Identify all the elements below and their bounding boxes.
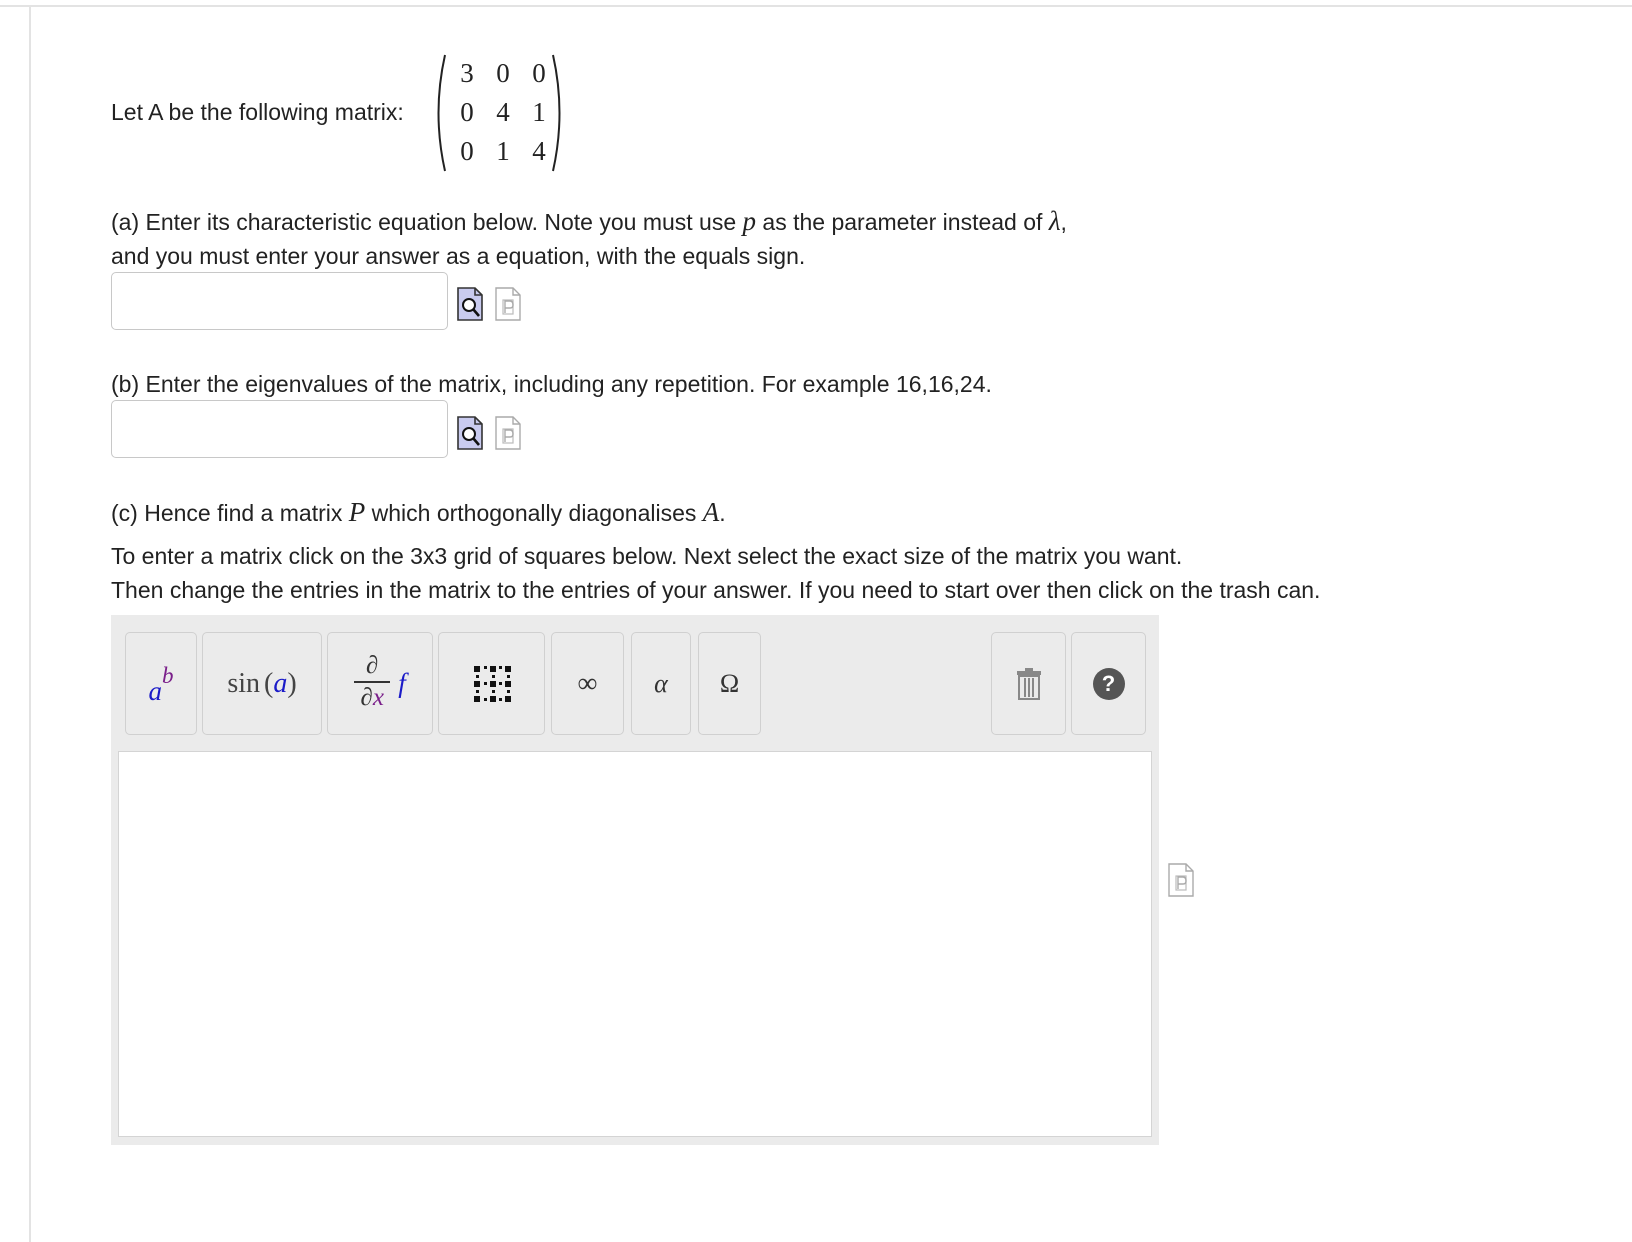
infinity-button[interactable] <box>551 632 624 735</box>
part-c-text-mid: which orthogonally diagonalises <box>365 500 703 526</box>
trig-function-button[interactable] <box>202 632 322 735</box>
sin-paren-close: ) <box>287 667 297 699</box>
sin-label: sin <box>227 667 261 699</box>
matrix-label: Let A be the following matrix: <box>111 99 404 125</box>
exponent-base: a <box>148 676 162 706</box>
answer-format-help-icon[interactable] <box>1167 862 1195 898</box>
matrix-cell: 0 <box>460 136 474 166</box>
matrix-cell: 0 <box>532 58 546 88</box>
matrix-cells <box>449 54 555 171</box>
matrix-cell: 1 <box>532 97 546 127</box>
sin-argument: a <box>273 667 288 699</box>
matrix-cell: 3 <box>460 58 474 88</box>
matrix-instruction-1: To enter a matrix click on the 3x3 grid of squares below. Next select the exact size of the matrix you want. <box>111 543 1183 569</box>
trash-button[interactable] <box>991 632 1066 735</box>
derivative-fraction <box>354 652 390 715</box>
var-p: p <box>742 206 757 236</box>
derivative-denominator: ∂x <box>360 684 384 711</box>
part-a-prompt <box>111 204 1067 273</box>
matrix-instruction-2: Then change the entries in the matrix to the entries of your answer. If you need to start over then click on the trash can. <box>111 577 1321 603</box>
answer-format-help-icon[interactable] <box>494 286 522 322</box>
matrix-grid-icon <box>472 664 512 704</box>
part-c-text: (c) Hence find a matrix <box>111 500 349 526</box>
matrix-cell: 0 <box>460 97 474 127</box>
derivative-button[interactable] <box>327 632 433 735</box>
answer-format-help-icon[interactable] <box>494 415 522 451</box>
trash-icon <box>1015 668 1043 700</box>
help-icon: ? <box>1093 668 1125 700</box>
infinity-symbol: ∞ <box>577 667 598 699</box>
characteristic-equation-input[interactable] <box>111 272 448 330</box>
preview-icon[interactable] <box>456 286 484 322</box>
matrix-cell: 4 <box>496 97 510 127</box>
greek-uppercase-button[interactable] <box>698 632 761 735</box>
matrix-cell: 1 <box>496 136 510 166</box>
var-lambda: λ <box>1048 206 1061 236</box>
omega-symbol: Ω <box>719 668 740 698</box>
matrix-grid-button[interactable] <box>438 632 545 735</box>
var-P: P <box>348 497 366 527</box>
matrix-cell: 0 <box>496 58 510 88</box>
part-a-text-mid: as the parameter instead of <box>756 209 1049 235</box>
fraction-bar <box>354 681 390 683</box>
var-A: A <box>702 497 720 527</box>
sin-paren-open: ( <box>264 667 274 699</box>
right-paren-icon <box>551 52 569 174</box>
preview-icon[interactable] <box>456 415 484 451</box>
help-button[interactable] <box>1071 632 1146 735</box>
top-border <box>0 5 1632 7</box>
part-a-line2: and you must enter your answer as a equation, with the equals sign. <box>111 243 806 269</box>
part-b-prompt: (b) Enter the eigenvalues of the matrix, including any repetition. For example 16,16,24. <box>111 371 992 397</box>
part-c-text-end: . <box>719 500 726 526</box>
derivative-numerator: ∂ <box>366 652 379 679</box>
matrix-answer-editor[interactable] <box>118 751 1152 1137</box>
exponent-button[interactable] <box>125 632 197 735</box>
left-border <box>29 5 31 1242</box>
matrix-A <box>429 52 569 174</box>
part-a-text: (a) Enter its characteristic equation below. Note you must use <box>111 209 743 235</box>
part-c-prompt <box>111 495 726 530</box>
left-paren-icon <box>429 52 447 174</box>
exponent-power: b <box>162 662 174 688</box>
derivative-function: f <box>398 668 406 698</box>
part-a-text-end: , <box>1060 209 1067 235</box>
matrix-cell: 4 <box>532 136 546 166</box>
eigenvalues-input[interactable] <box>111 400 448 458</box>
greek-lowercase-button[interactable] <box>631 632 691 735</box>
alpha-symbol: α <box>654 668 668 698</box>
math-editor <box>111 615 1159 1145</box>
